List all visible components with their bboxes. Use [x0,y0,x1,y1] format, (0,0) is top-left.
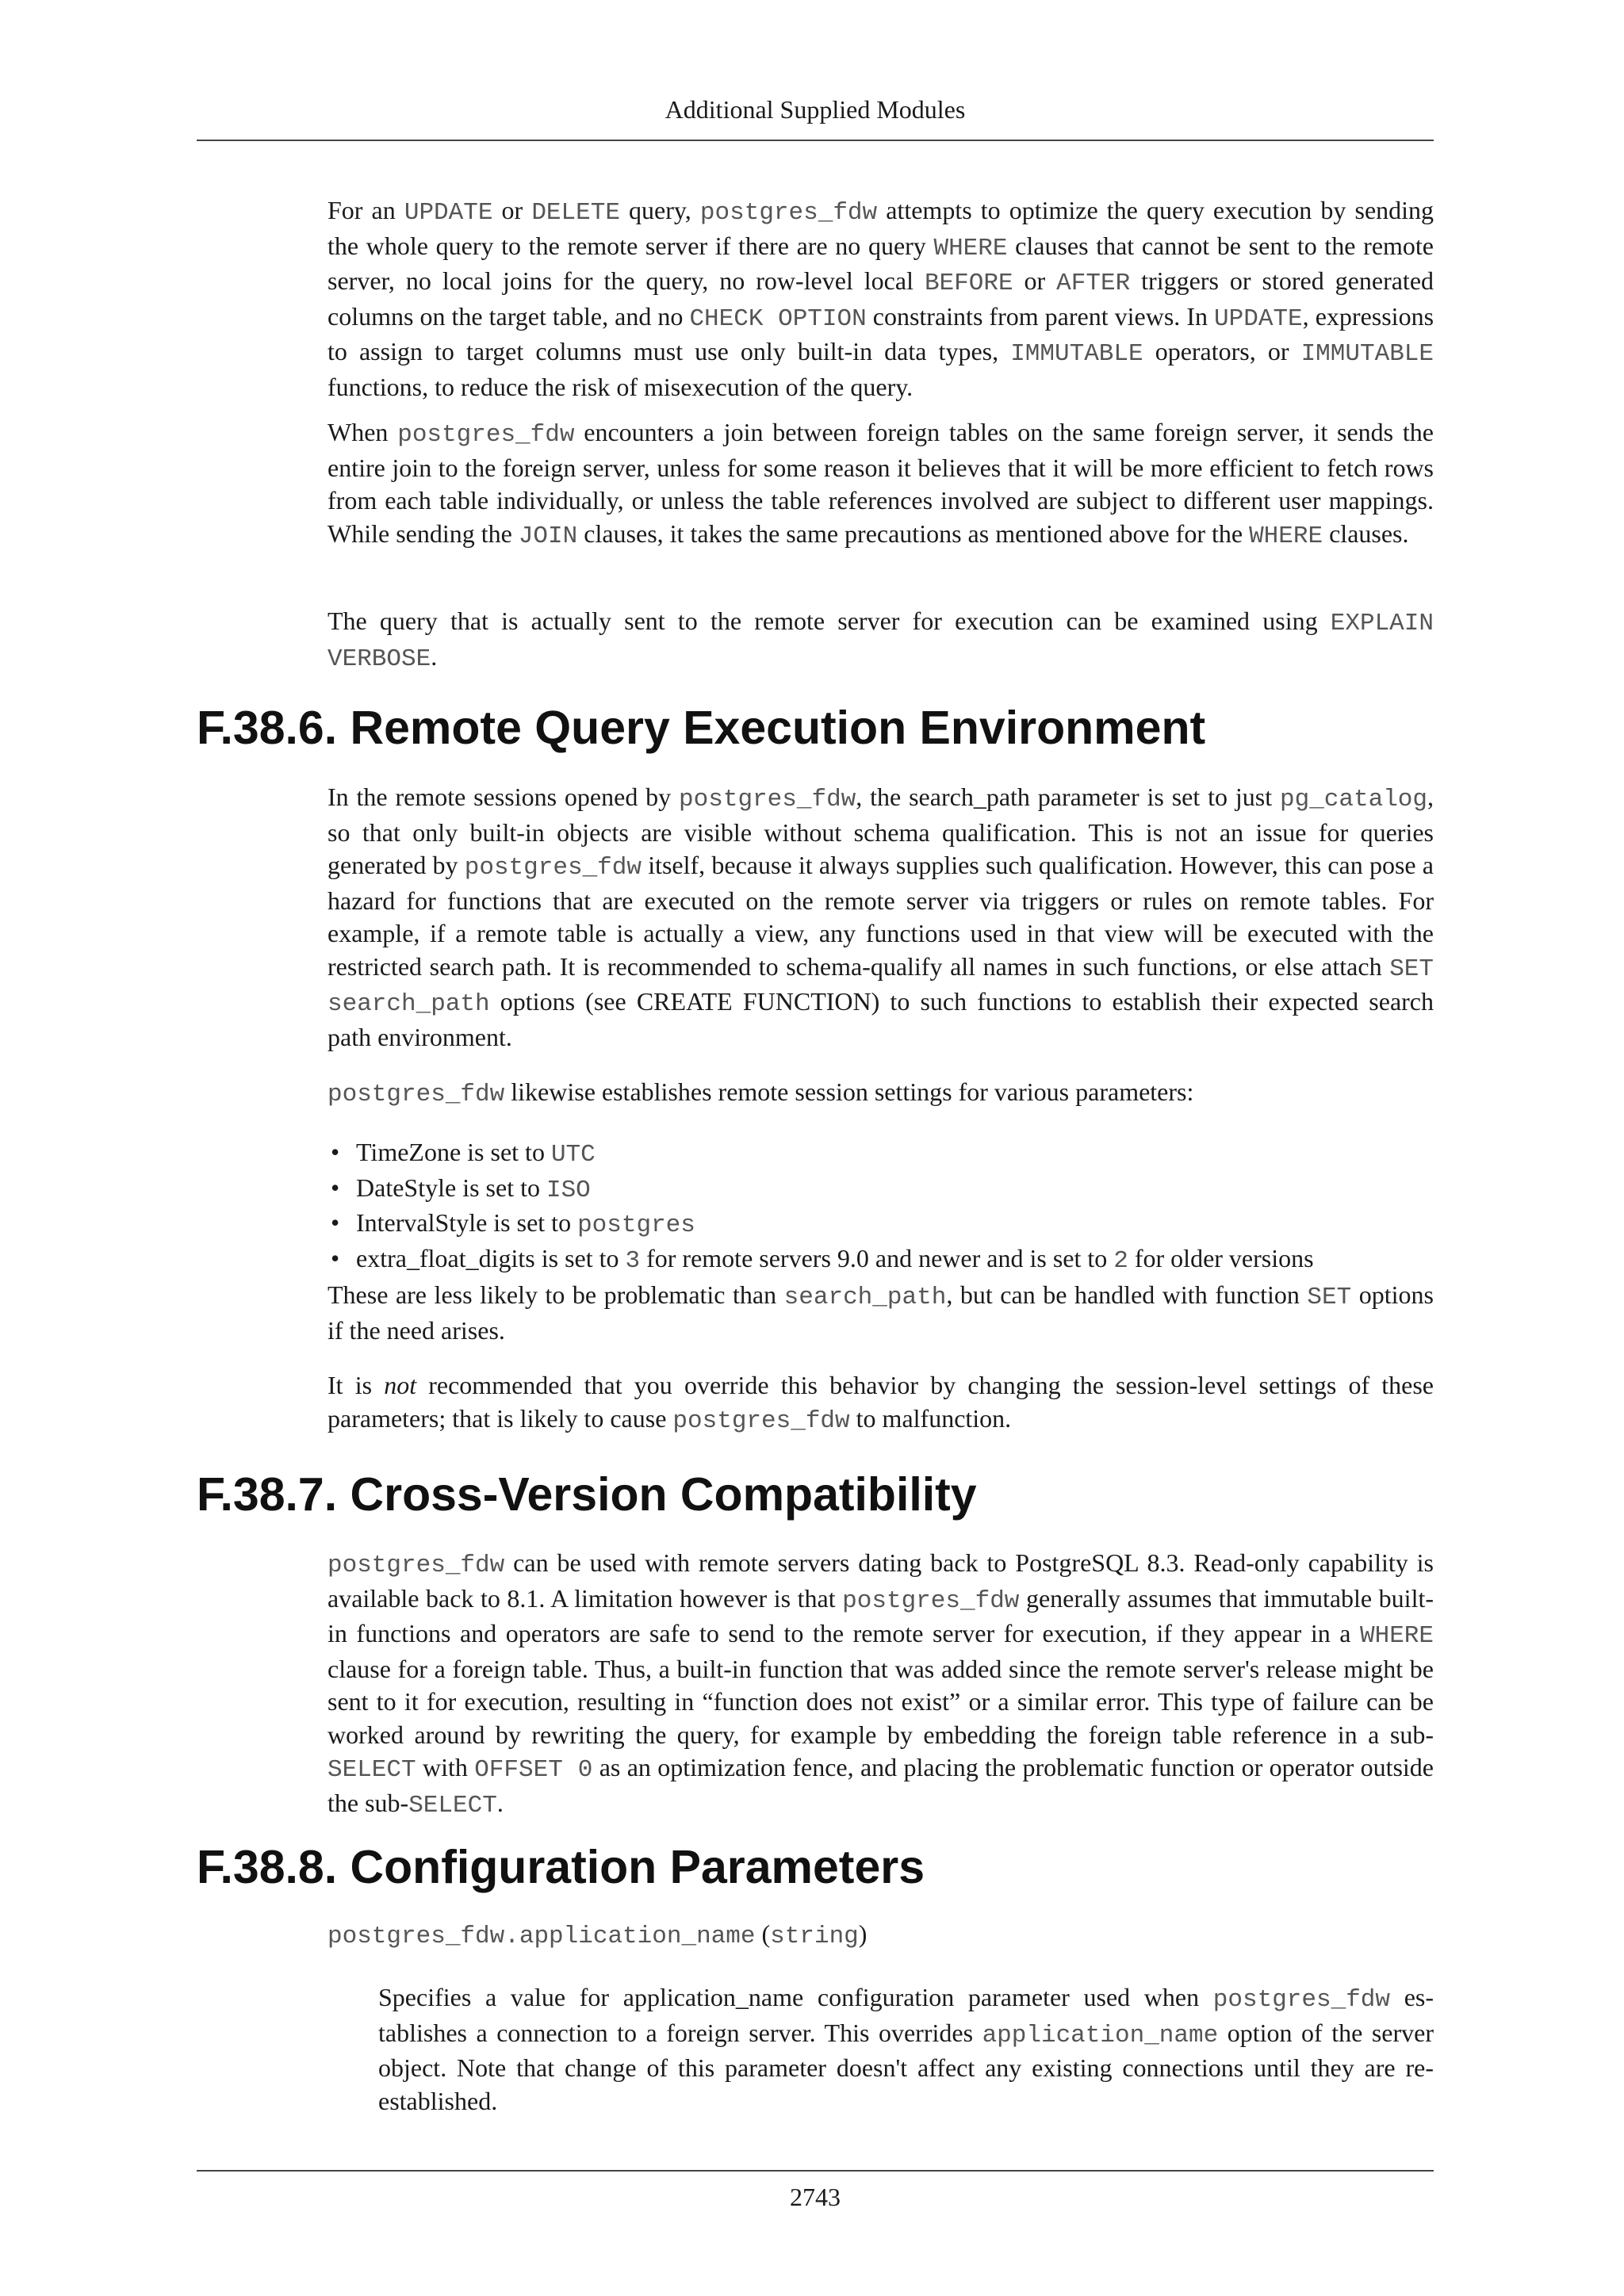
code-literal: postgres_fdw [679,786,856,813]
code-literal: postgres_fdw [327,1081,505,1108]
code-literal: DELETE [531,199,620,227]
code-literal: UPDATE [404,199,493,227]
page-number: 2743 [790,2183,841,2211]
code-literal: 3 [625,1246,641,1275]
code-literal: SET [1307,1284,1352,1311]
code-literal: postgres [577,1211,695,1239]
code-literal: pg_catalog [1279,786,1428,813]
code-literal: postgres_fdw [327,1552,505,1579]
paragraph-less-problematic: These are less likely to be problematic than search_path, but can be handled with function SET options if the need arises. [327,1280,1434,1345]
header-title: Additional Supplied Modules [665,95,966,124]
code-literal: postgres_fdw [1212,1986,1391,2014]
paragraph-session-settings: postgres_fdw likewise establishes remote session settings for various parameters: [327,1077,1194,1108]
code-literal: BEFORE [924,270,1013,297]
parameter-type: string [770,1923,859,1950]
bullet-icon: • [331,1173,340,1202]
paragraph-compatibility: postgres_fdw can be used with remote servers dating back to PostgreSQL 8.3. Read-only capability is available back to 8.1. A limitation however is that postgres_fdw generally assumes that immutable built-in functions and operators are safe to send to the remote server for execution, if they appear in a WHERE clause for a foreign table. Thus, a built-in function that was added since the remote server's release might be sent to it for execution, resulting in “function does not exist” or a similar error. This type of failure can be worked around by rewriting the query, for example by embedding the foreign table reference in a sub-SELECT with OFFSET 0 as an optimization fence, and placing the problematic function or operator outside the sub-SELECT. [327,1548,1434,1820]
code-literal: SET search_path [327,955,1434,1018]
code-literal: search_path [783,1284,947,1311]
code-literal: postgres_fdw [672,1406,850,1435]
code-literal: WHERE [933,234,1008,262]
list-item: • extra_float_digits is set to 3 for remote servers 9.0 and newer and is set to 2 for older versions [331,1243,1314,1275]
section-heading-cross-version: F.38.7. Cross-Version Compatibility [197,1468,977,1521]
emphasis: not [384,1371,417,1399]
code-literal: OFFSET 0 [474,1756,593,1784]
code-literal: 2 [1113,1246,1128,1275]
paragraph-join-pushdown: When postgres_fdw encounters a join between foreign tables on the same foreign server, it sends the entire join to the foreign server, unless for some reason it believes that it will be more efficient to fetch rows from each table individually, or unless the table references involved are subject to different user mappings. While sending the JOIN clauses, it takes the same precautions as mentioned above for the WHERE clauses. [327,418,1434,550]
code-literal: ISO [546,1176,591,1204]
list-item: • DateStyle is set to ISO [331,1173,591,1204]
code-literal: postgres_fdw [842,1586,1020,1615]
code-literal: postgres_fdw [397,421,575,449]
bullet-icon: • [331,1138,340,1166]
section-heading-config-params: F.38.8. Configuration Parameters [197,1841,925,1893]
settings-list [327,1136,1434,1277]
running-footer [197,2170,1434,2212]
code-literal: CHECK OPTION [689,304,867,333]
list-item: • TimeZone is set to UTC [331,1138,596,1169]
bullet-icon: • [331,1208,340,1237]
section-heading-remote-query-env: F.38.6. Remote Query Execution Environment [197,702,1206,754]
bullet-icon: • [331,1243,340,1272]
paragraph-application-name: Specifies a value for application_name configuration parameter used when postgres_fdw establishes a connection to a foreign server. This overrides application_name option of the server object. Note that change of this parameter doesn't affect any existing connections until they are re-established. [378,1983,1434,2115]
code-literal: IMMUTABLE [1300,340,1434,368]
code-literal: UTC [550,1141,596,1169]
list-item: • IntervalStyle is set to postgres [331,1208,695,1239]
code-literal: JOIN [518,522,578,550]
code-literal: WHERE [1359,1622,1434,1650]
code-literal: postgres_fdw [699,199,878,227]
code-literal: AFTER [1056,270,1131,297]
paragraph-update-delete: For an UPDATE or DELETE query, postgres_fdw attempts to optimize the query execution by sending the whole query to the remote server if there are no query WHERE clauses that cannot be sent to the remote server, no local joins for the query, no row-level local BEFORE or AFTER triggers or stored generated columns on the target table, and no CHECK OPTION constraints from parent views. In UPDATE, expressions to assign to target columns must use only built-in data types, IMMUTABLE operators, or IMMUTABLE functions, to reduce the risk of misexecution of the query. [327,196,1434,401]
parameter-name: postgres_fdw.application_name [327,1923,756,1950]
code-literal: EXPLAIN VERBOSE [327,610,1434,673]
code-literal: WHERE [1249,522,1323,550]
code-literal: application_name [982,2021,1219,2049]
paragraph-not-recommended: It is not recommended that you override this behavior by changing the session-level settings of these parameters; that is likely to cause postgres_fdw to malfunction. [327,1371,1434,1435]
code-literal: UPDATE [1214,304,1303,333]
running-header [197,94,1434,141]
code-literal: SELECT [408,1791,497,1820]
code-literal: postgres_fdw [464,854,642,882]
code-literal: IMMUTABLE [1010,340,1143,368]
paragraph-search-path: In the remote sessions opened by postgres_fdw, the search_path parameter is set to just pg_catalog, so that only built-in objects are visible without schema qualification. This is not an issue for queries generated by postgres_fdw itself, because it always supplies such qualification. However, this can pose a hazard for functions that are executed on the remote server via triggers or rules on remote tables. For example, if a remote table is actually a view, any functions used in that view will be executed with the restricted search path. It is recommended to schema-qualify all names in such functions, or else attach SET search_path options (see CREATE FUNCTION) to such functions to establish their expected search path environment. [327,783,1434,1051]
code-literal: SELECT [327,1756,416,1784]
parameter-term: postgres_fdw.application_name (string) [327,1919,868,1950]
paragraph-explain-verbose: The query that is actually sent to the remote server for execution can be examined using EXPLAIN VERBOSE. [327,607,1434,673]
